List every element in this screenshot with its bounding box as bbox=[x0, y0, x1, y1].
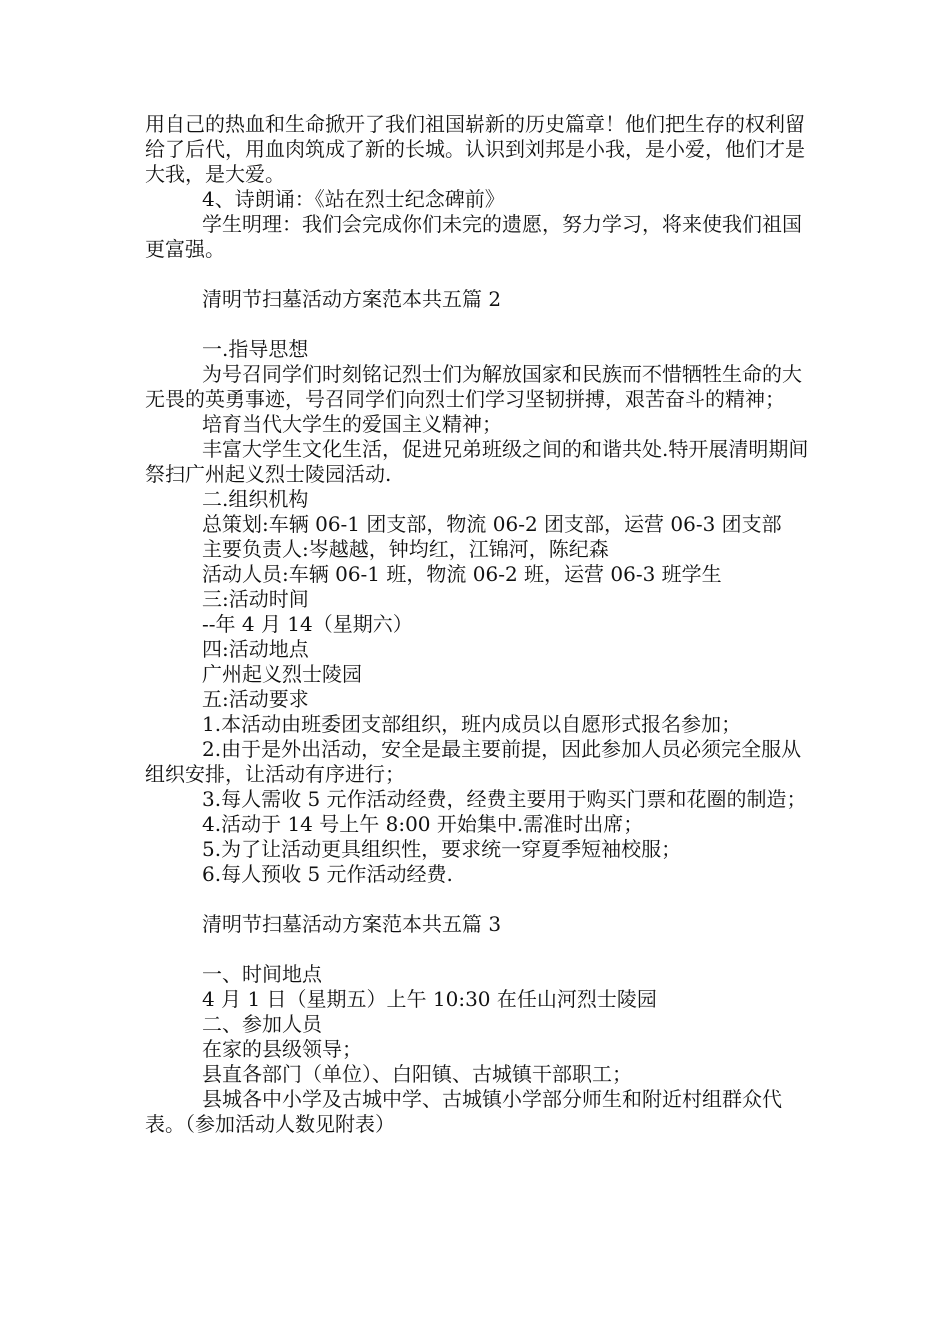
paragraph-28: 在家的县级领导； bbox=[202, 1037, 362, 1061]
paragraph-16: 广州起义烈士陵园 bbox=[202, 662, 362, 686]
paragraph-5: 一.指导思想 bbox=[202, 337, 309, 361]
paragraph-8: 丰富大学生文化生活，促进兄弟班级之间的和谐共处.特开展清明期间祭扫广州起义烈士陵园活动. bbox=[145, 437, 809, 486]
paragraph-29: 县直各部门（单位）、白阳镇、古城镇干部职工； bbox=[202, 1062, 632, 1086]
paragraph-6: 为号召同学们时刻铭记烈士们为解放国家和民族而不惜牺牲生命的大无畏的英勇事迹，号召同学们向烈士们学习坚韧拼搏，艰苦奋斗的精神； bbox=[145, 362, 802, 411]
paragraph-30: 县城各中小学及古城中学、古城镇小学部分师生和附近村组群众代表。（参加活动人数见附表） bbox=[145, 1087, 782, 1136]
paragraph-27: 二、参加人员 bbox=[202, 1012, 322, 1036]
paragraph-10: 总策划:车辆 06-1 团支部，物流 06-2 团支部，运营 06-3 团支部 bbox=[202, 512, 782, 536]
paragraph-11: 主要负责人:岑越越，钟均红，江锦河，陈纪森 bbox=[202, 537, 609, 561]
paragraph-18: 1.本活动由班委团支部组织，班内成员以自愿形式报名参加； bbox=[202, 712, 742, 736]
paragraph-25: 一、时间地点 bbox=[202, 962, 322, 986]
section-title-2: 清明节扫墓活动方案范本共五篇 2 bbox=[202, 287, 502, 311]
paragraph-3: 学生明理：我们会完成你们未完的遗愿，努力学习，将来使我们祖国更富强。 bbox=[145, 212, 802, 261]
document-body bbox=[145, 112, 810, 1137]
paragraph-26: 4 月 1 日（星期五）上午 10:30 在任山河烈士陵园 bbox=[202, 987, 657, 1011]
paragraph-17: 五:活动要求 bbox=[202, 687, 309, 711]
paragraph-21: 4.活动于 14 号上午 8:00 开始集中.需准时出席； bbox=[202, 812, 644, 836]
paragraph-23: 6.每人预收 5 元作活动经费. bbox=[202, 862, 453, 886]
section-title-3: 清明节扫墓活动方案范本共五篇 3 bbox=[202, 912, 502, 936]
paragraph-2: 4、诗朗诵：《站在烈士纪念碑前》 bbox=[202, 187, 505, 211]
paragraph-14: --年 4 月 14（星期六） bbox=[202, 612, 413, 636]
paragraph-22: 5.为了让活动更具组织性，要求统一穿夏季短袖校服； bbox=[202, 837, 682, 861]
paragraph-12: 活动人员:车辆 06-1 班，物流 06-2 班，运营 06-3 班学生 bbox=[202, 562, 722, 586]
paragraph-15: 四:活动地点 bbox=[202, 637, 309, 661]
paragraph-7: 培育当代大学生的爱国主义精神； bbox=[202, 412, 502, 436]
paragraph-9: 二.组织机构 bbox=[202, 487, 309, 511]
paragraph-19: 2.由于是外出活动，安全是最主要前提，因此参加人员必须完全服从组织安排，让活动有序进行； bbox=[145, 737, 802, 786]
paragraph-1: 用自己的热血和生命掀开了我们祖国崭新的历史篇章！他们把生存的权利留给了后代，用血肉筑成了新的长城。认识到刘邦是小我，是小爱，他们才是大我，是大爱。 bbox=[145, 112, 805, 186]
paragraph-13: 三:活动时间 bbox=[202, 587, 309, 611]
paragraph-20: 3.每人需收 5 元作活动经费，经费主要用于购买门票和花圈的制造； bbox=[202, 787, 807, 811]
